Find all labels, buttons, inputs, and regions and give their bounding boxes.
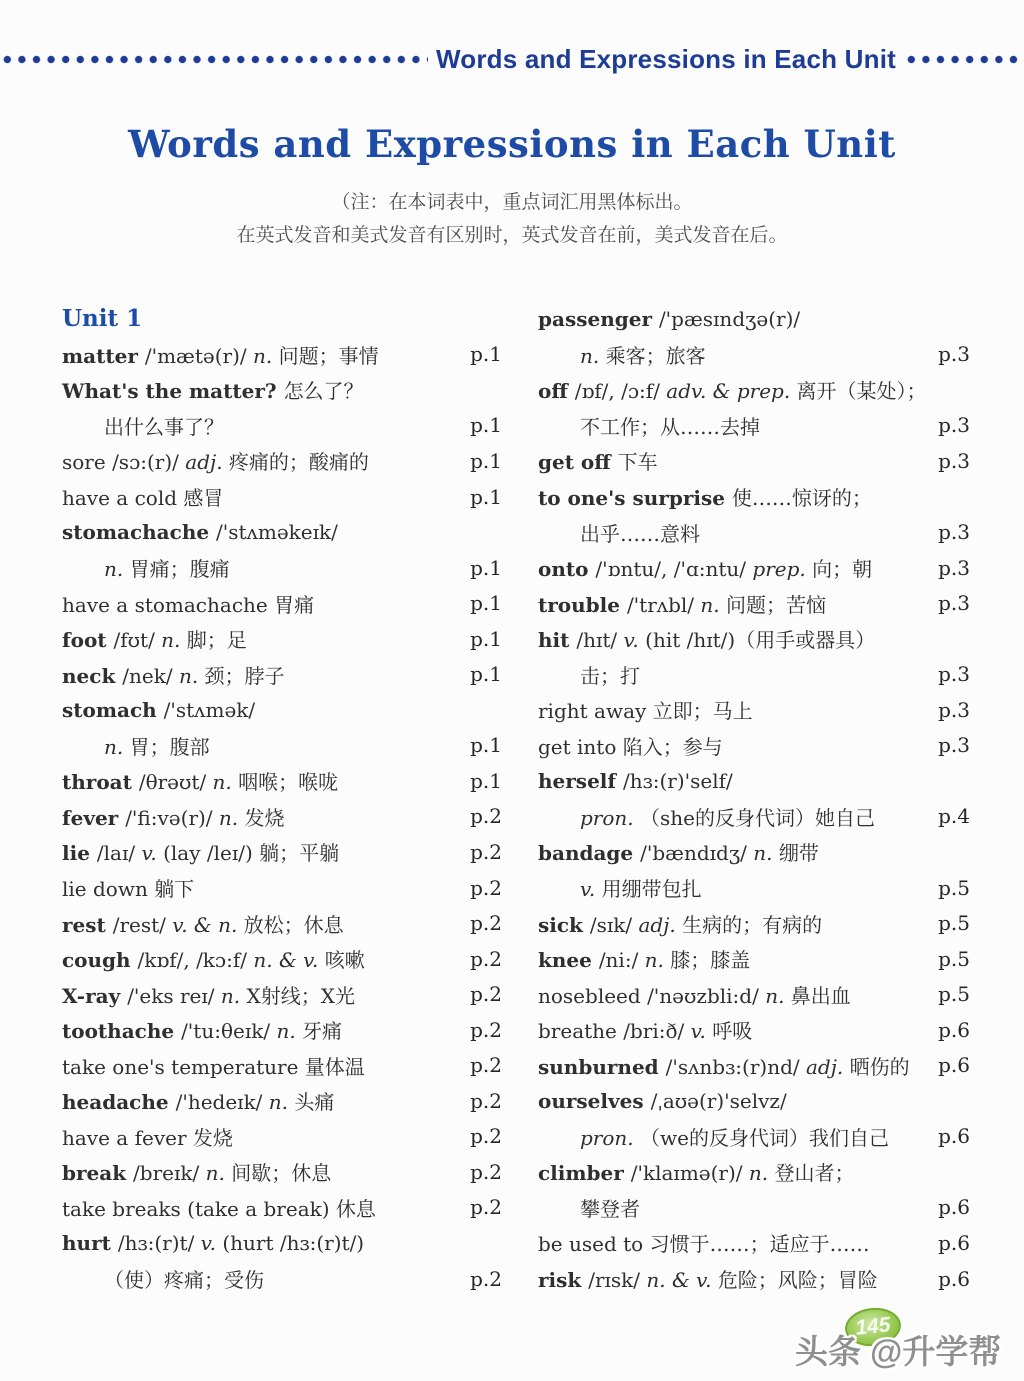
entry-page: p.6 [938,1124,970,1149]
entry-page: p.6 [938,1017,970,1042]
entry-page: p.2 [470,1017,502,1042]
entry-page: p.6 [938,1230,970,1255]
entry-text: hit /hɪt/ v. (hit /hɪt/)（用手或器具） [538,628,876,653]
entry-page: p.1 [470,555,502,580]
entry-page: p.2 [470,911,502,936]
vocab-entry [62,1012,502,1048]
vocab-entry [62,1083,502,1119]
vocab-entry [538,1261,970,1297]
entry-page: p.5 [938,911,970,936]
entry-text: risk /rɪsk/ n. & v. 危险；风险；冒险 [538,1268,878,1293]
entry-text: take breaks (take a break) 休息 [62,1196,376,1221]
entry-text: v. 用绷带包扎 [580,877,702,902]
vocab-entry [538,976,970,1012]
entry-page: p.2 [470,946,502,971]
page-title: Words and Expressions in Each Unit [128,122,896,166]
entry-text: matter /'mætə(r)/ n. 问题；事情 [62,343,379,368]
vocab-entry [538,905,970,941]
entry-page: p.3 [938,697,970,722]
entry-text: ourselves /ˌaʊə(r)'selvz/ [538,1088,787,1113]
vocab-entry [538,301,970,337]
entry-page: p.3 [938,555,970,580]
entry-text: What's the matter? 怎么了？ [62,379,364,404]
entry-text: sick /sɪk/ adj. 生病的；有病的 [538,912,823,937]
vocab-column-right [538,301,970,1296]
vocab-entry [62,408,502,444]
entry-page: p.3 [938,342,970,367]
vocab-entry [538,1083,970,1119]
vocab-entry [538,1225,970,1261]
entry-page: p.1 [470,484,502,509]
vocab-entries-right [538,301,970,1296]
entry-page: p.2 [470,1053,502,1078]
entry-text: nosebleed /'nəʊzbli:d/ n. 鼻出血 [538,983,851,1008]
entry-page: p.3 [938,733,970,758]
vocab-entry [538,621,970,657]
page-number-badge: 145 [843,1305,903,1349]
entry-page: p.1 [470,662,502,687]
entry-text: get into 陷入；参与 [538,734,723,759]
entry-text: have a cold 感冒 [62,486,224,510]
vocab-entry [62,728,502,764]
note-line-2: 在英式发音和美式发音有区别时，英式发音在前，美式发音在后。 [236,224,788,246]
entry-text: （使）疼痛；受伤 [104,1268,264,1293]
entry-text: break /breɪk/ n. 间歇；休息 [62,1161,332,1186]
entry-text: 出乎……意料 [580,521,700,546]
entry-text: rest /rest/ v. & n. 放松；休息 [62,912,344,937]
entry-page: p.2 [470,1159,502,1184]
note-line-1: （注：在本词表中，重点词汇用黑体标出。 [331,191,693,213]
vocab-entry [538,1012,970,1048]
entry-text: lie /laɪ/ v. (lay /leɪ/) 躺；平躺 [62,841,340,866]
unit-heading: Unit 1 [62,305,143,333]
vocab-entry [62,550,502,586]
entry-text: have a fever 发烧 [62,1125,233,1150]
vocab-entry [62,1047,502,1083]
entry-page: p.2 [470,982,502,1007]
vocab-entry [538,763,970,799]
entry-text: to one's surprise 使……惊讶的； [538,486,872,510]
entry-text: cough /kɒf/, /kɔ:f/ n. & v. 咳嗽 [62,948,365,973]
vocab-entry [62,905,502,941]
vocab-entry [538,834,970,870]
vocab-entry [62,799,502,835]
entry-page: p.1 [470,733,502,758]
entry-text: passenger /'pæsɪndʒə(r)/ [538,306,801,331]
entry-text: knee /ni:/ n. 膝；膝盖 [538,948,751,973]
entry-text: get off 下车 [538,450,658,475]
vocab-entry [538,1190,970,1226]
entry-text: foot /fʊt/ n. 脚；足 [62,628,247,653]
entry-text: breathe /bri:ð/ v. 呼吸 [538,1019,753,1044]
entry-page: p.4 [938,804,970,829]
entry-page: p.3 [938,413,970,438]
entry-page: p.5 [938,875,970,900]
entry-page: p.5 [938,982,970,1007]
vocab-entry [538,656,970,692]
entry-page: p.2 [470,839,502,864]
entry-text: off /ɒf/, /ɔ:f/ adv. & prep. 离开（某处）； [538,379,927,404]
vocab-entry [62,621,502,657]
vocab-entry [62,479,502,515]
vocab-entry [62,1190,502,1226]
vocab-entry [62,656,502,692]
vocab-entry [62,514,502,550]
entry-text: herself /hɜ:(r)'self/ [538,768,733,793]
vocab-entry [538,692,970,728]
entry-text: pron. （she的反身代词）她自己 [580,805,875,830]
vocab-entry [538,728,970,764]
entry-text: lie down 躺下 [62,877,195,902]
entry-page: p.1 [470,413,502,438]
entry-text: stomach /'stʌmək/ [62,697,256,722]
vocab-entry [62,976,502,1012]
vocab-entry [538,1047,970,1083]
entry-page: p.2 [470,1124,502,1149]
vocab-entry [62,1119,502,1155]
vocab-entry [62,337,502,373]
vocab-entry [538,443,970,479]
entry-text: sore /sɔ:(r)/ adj. 疼痛的；酸痛的 [62,450,369,475]
entry-page: p.1 [470,448,502,473]
vocab-entry [62,585,502,621]
watermark: 头条 @升学帮 [795,1333,1002,1370]
vocab-entry [62,1154,502,1190]
entry-text: 不工作；从……去掉 [580,414,760,439]
entry-text: toothache /'tu:θeɪk/ n. 牙痛 [62,1019,343,1044]
entry-page: p.2 [470,875,502,900]
vocab-entry [538,585,970,621]
dotted-rule-left [0,55,428,64]
entry-page: p.1 [470,626,502,651]
entry-text: n. 乘客；旅客 [580,343,706,368]
vocab-entry [538,799,970,835]
entry-page: p.1 [470,342,502,367]
vocab-entry [538,1154,970,1190]
entry-text: headache /'hedeɪk/ n. 头痛 [62,1090,335,1115]
entry-page: p.2 [470,1266,502,1291]
dotted-rule-right [904,55,1024,64]
vocab-entry [62,941,502,977]
entry-page: p.1 [470,591,502,616]
entry-text: 击；打 [580,663,640,688]
entry-page: p.1 [470,768,502,793]
entry-page: p.2 [470,1088,502,1113]
entry-text: be used to 习惯于……；适应于…… [538,1232,870,1257]
entry-text: 出什么事了？ [104,414,224,439]
entry-page: p.3 [938,448,970,473]
entry-text: pron. （we的反身代词）我们自己 [580,1125,889,1150]
vocab-entry [538,479,970,515]
vocab-entry [62,834,502,870]
entry-text: stomachache /'stʌməkeɪk/ [62,520,338,545]
entry-text: throat /θrəʊt/ n. 咽喉；喉咙 [62,770,339,795]
vocab-columns [62,301,970,1296]
vocab-entry [538,870,970,906]
vocab-entry [538,514,970,550]
vocab-entry [62,443,502,479]
entry-page: p.2 [470,1195,502,1220]
page-header-rule [0,44,1024,74]
entry-text: onto /'ɒntu/, /'ɑ:ntu/ prep. 向；朝 [538,557,873,582]
entry-text: n. 胃；腹部 [104,734,210,759]
entry-page: p.3 [938,520,970,545]
vocab-entry [62,1261,502,1297]
entry-text: 攀登者 [580,1196,640,1221]
vocab-entry [538,372,970,408]
vocab-entry [538,550,970,586]
vocab-entry [538,941,970,977]
entry-text: have a stomachache 胃痛 [62,592,315,617]
vocab-entry [538,1119,970,1155]
entry-page: p.6 [938,1266,970,1291]
entry-text: X-ray /'eks reɪ/ n. X射线；X光 [62,983,355,1008]
running-header-title: Words and Expressions in Each Unit [436,43,896,74]
entry-text: neck /nek/ n. 颈；脖子 [62,663,285,688]
vocab-entry [62,763,502,799]
vocab-entry [62,870,502,906]
entry-text: trouble /'trʌbl/ n. 问题；苦恼 [538,592,826,617]
vocab-entry [538,408,970,444]
entry-text: hurt /hɜ:(r)t/ v. (hurt /hɜ:(r)t/) [62,1230,365,1255]
vocab-entry [62,1225,502,1261]
vocab-entry [62,692,502,728]
entry-text: climber /'klaɪmə(r)/ n. 登山者； [538,1161,855,1186]
entry-page: p.3 [938,662,970,687]
note [0,186,1024,252]
vocab-entry [538,337,970,373]
vocab-entries-left [62,337,502,1297]
entry-page: p.6 [938,1053,970,1078]
entry-page: p.6 [938,1195,970,1220]
vocab-entry [62,372,502,408]
entry-text: n. 胃痛；腹痛 [104,557,230,582]
entry-text: fever /'fi:və(r)/ n. 发烧 [62,805,285,830]
entry-text: right away 立即；马上 [538,699,753,724]
entry-page: p.3 [938,591,970,616]
entry-text: bandage /'bændɪdʒ/ n. 绷带 [538,841,819,866]
entry-page: p.5 [938,946,970,971]
entry-text: sunburned /'sʌnbɜ:(r)nd/ adj. 晒伤的 [538,1054,910,1079]
entry-page: p.2 [470,804,502,829]
entry-text: take one's temperature 量体温 [62,1054,365,1079]
vocab-column-left [62,301,502,1296]
